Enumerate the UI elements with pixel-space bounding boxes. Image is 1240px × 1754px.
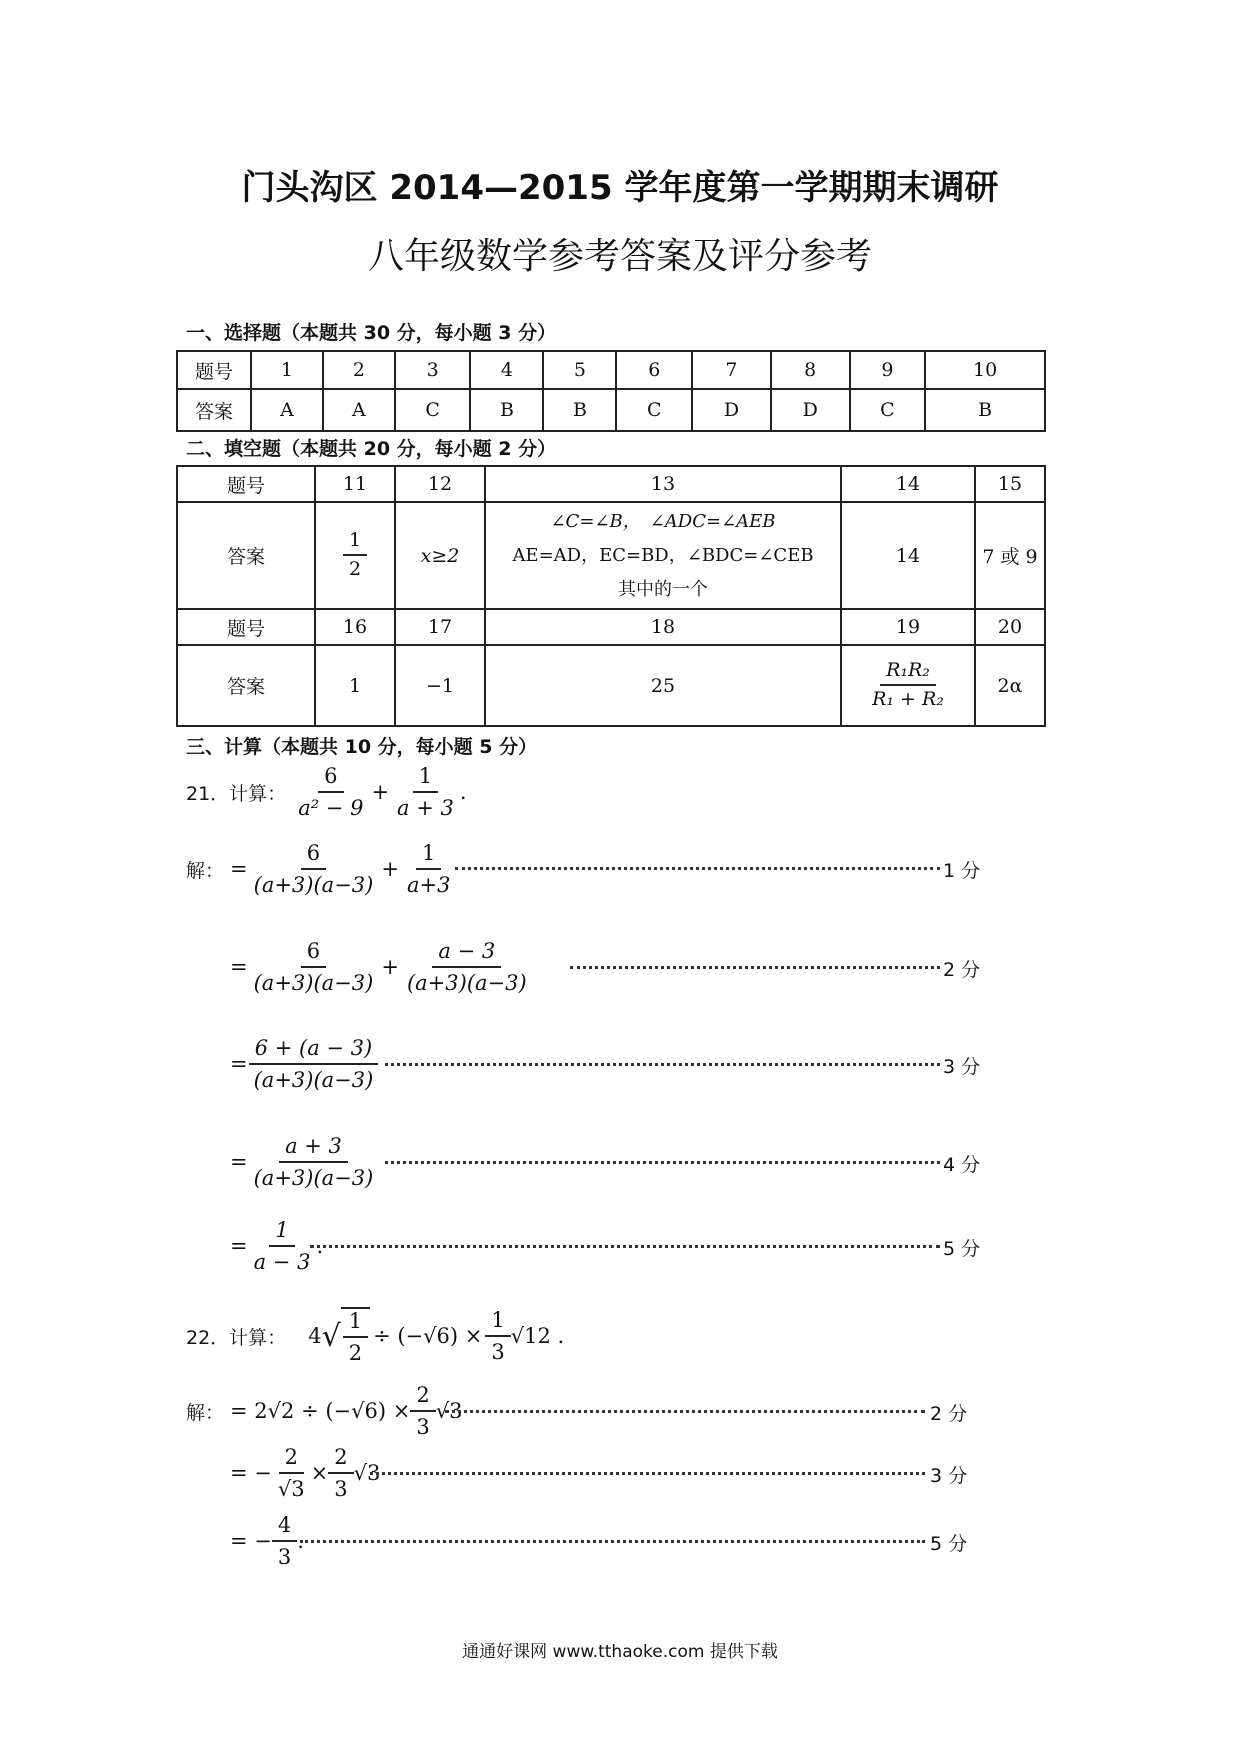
score: 3 分 bbox=[943, 1056, 981, 1078]
table-cell: 13 bbox=[485, 466, 841, 502]
table-cell: 2 bbox=[323, 351, 395, 389]
table-cell: C bbox=[616, 389, 692, 431]
table-cell: 14 bbox=[841, 466, 975, 502]
q21-step2: = $\frac{6}{(a+3)(a-3)}$ + $\frac{a - 3}{(a+3)(a-3)}$ bbox=[230, 932, 533, 1002]
table-cell: 6 bbox=[616, 351, 692, 389]
table-cell: C bbox=[850, 389, 926, 431]
table-cell: 7 或 9 bbox=[975, 502, 1045, 609]
q21-step1: 解： = $\frac{6}{(a+3)(a-3)}$ + $\frac{1}{a+3}$ bbox=[186, 834, 456, 904]
dot-leader bbox=[385, 1161, 940, 1164]
dot-leader bbox=[385, 1063, 940, 1066]
fraction: $\frac{1}{3}$ bbox=[485, 1308, 510, 1363]
row-label: 答案 bbox=[177, 389, 251, 431]
table-cell: 11 bbox=[315, 466, 395, 502]
fraction: $\frac{2}{3}$ bbox=[328, 1445, 353, 1500]
table-cell: 10 bbox=[925, 351, 1045, 389]
table-row bbox=[177, 389, 1045, 431]
table-cell: C bbox=[395, 389, 471, 431]
table-cell bbox=[485, 502, 841, 609]
table-cell: 25 bbox=[485, 645, 841, 726]
fraction: $\frac{\text{R₁R₂}}{\text{R₁ + R₂}}$ bbox=[872, 659, 944, 711]
footer: 通通好课网 www.tthaoke.com 提供下载 bbox=[462, 1642, 778, 1662]
table-cell: 12 bbox=[395, 466, 485, 502]
score: 3 分 bbox=[930, 1465, 968, 1487]
table-cell bbox=[315, 502, 395, 609]
dot-leader bbox=[445, 1410, 925, 1413]
q21-prompt: 21．计算： $\frac{6}{\text{a² − 9}}$ + $\frac{1}{a + 3}$ . bbox=[186, 764, 467, 820]
table-cell: 4 bbox=[470, 351, 543, 389]
table-cell: 3 bbox=[395, 351, 471, 389]
row-label: 答案 bbox=[177, 645, 315, 726]
score: 4 分 bbox=[943, 1154, 981, 1176]
table-cell: D bbox=[771, 389, 850, 431]
fraction: $\frac{1}{2}$ bbox=[343, 1309, 368, 1364]
choice-answer-table bbox=[176, 350, 1046, 432]
document-subtitle: 八年级数学参考答案及评分参考 bbox=[367, 236, 872, 277]
fill-answer-table bbox=[176, 465, 1046, 727]
table-cell: B bbox=[543, 389, 616, 431]
row-label: 题号 bbox=[177, 351, 251, 389]
q22-prompt: 22．计算： 4 √ $\frac{1}{2}$ ÷ (−√6) × $\frac{1}{3}$ √12 . bbox=[186, 1308, 565, 1365]
table-cell: 2α bbox=[975, 645, 1045, 726]
fraction: $\frac{2}{3}$ bbox=[410, 1383, 435, 1438]
fraction: $\frac{2}{√3}$ bbox=[277, 1445, 305, 1501]
table-row bbox=[177, 466, 1045, 502]
section3-heading: 三、计算（本题共 10 分，每小题 5 分） bbox=[186, 736, 538, 758]
fraction: $\frac{1}{a+3}$ bbox=[406, 841, 451, 897]
table-cell: D bbox=[692, 389, 771, 431]
table-cell: A bbox=[251, 389, 323, 431]
table-row bbox=[177, 645, 1045, 726]
table-cell: x≥2 bbox=[395, 502, 485, 609]
fraction: $\frac{6}{(a+3)(a-3)}$ bbox=[253, 841, 374, 897]
q22-step1: 解： = 2√2 ÷ (−√6) × $\frac{2}{3}$ √3 bbox=[186, 1383, 463, 1439]
section2-heading: 二、填空题（本题共 20 分，每小题 2 分） bbox=[186, 438, 557, 460]
table-cell: B bbox=[470, 389, 543, 431]
table-cell: 20 bbox=[975, 609, 1045, 645]
table-row bbox=[177, 609, 1045, 645]
table-cell: 19 bbox=[841, 609, 975, 645]
q22-step2: = − $\frac{2}{√3}$ × $\frac{2}{3}$ √3 bbox=[230, 1445, 381, 1501]
fraction: $\frac{6}{\text{a² − 9}}$ bbox=[298, 764, 364, 820]
table-cell: 15 bbox=[975, 466, 1045, 502]
fraction: $\frac{1}{2}$ bbox=[343, 530, 367, 581]
q13-line2: AE=AD，EC=BD，∠BDC=∠CEB bbox=[512, 544, 814, 566]
table-cell: 7 bbox=[692, 351, 771, 389]
q13-line3: 其中的一个 bbox=[618, 578, 708, 600]
row-label: 题号 bbox=[177, 466, 315, 502]
table-cell: B bbox=[925, 389, 1045, 431]
dot-leader bbox=[310, 1245, 940, 1248]
table-cell: 5 bbox=[543, 351, 616, 389]
q21-step3: = $\frac{6 + (a - 3)}{(a+3)(a-3)}$ bbox=[230, 1029, 379, 1099]
table-cell: 14 bbox=[841, 502, 975, 609]
score: 5 分 bbox=[943, 1238, 981, 1260]
score: 2 分 bbox=[943, 959, 981, 981]
sqrt bbox=[341, 1307, 370, 1364]
table-cell: 17 bbox=[395, 609, 485, 645]
row-label: 答案 bbox=[177, 502, 315, 609]
q13-line1: ∠C=∠B， ∠ADC=∠AEB bbox=[550, 510, 776, 532]
dot-leader bbox=[300, 1540, 925, 1543]
q21-step4: = $\frac{a + 3}{(a+3)(a-3)}$ bbox=[230, 1127, 379, 1197]
q22-step3: = − $\frac{4}{3}$ . bbox=[230, 1513, 304, 1569]
fraction: $\frac{a - 3}{(a+3)(a-3)}$ bbox=[406, 939, 527, 995]
table-cell: 1 bbox=[315, 645, 395, 726]
table-cell: 8 bbox=[771, 351, 850, 389]
q21-step5: = $\frac{1}{a - 3}$ . bbox=[230, 1218, 324, 1274]
table-row bbox=[177, 351, 1045, 389]
row-label: 题号 bbox=[177, 609, 315, 645]
table-cell bbox=[841, 645, 975, 726]
dot-leader bbox=[370, 1472, 925, 1475]
score: 5 分 bbox=[930, 1533, 968, 1555]
fraction: $\frac{a + 3}{(a+3)(a-3)}$ bbox=[253, 1134, 374, 1190]
fraction: $\frac{1}{a - 3}$ bbox=[253, 1218, 311, 1274]
fraction: $\frac{6 + (a - 3)}{(a+3)(a-3)}$ bbox=[248, 1036, 380, 1091]
fraction: $\frac{6}{(a+3)(a-3)}$ bbox=[253, 939, 374, 995]
table-cell: A bbox=[323, 389, 395, 431]
table-row bbox=[177, 502, 1045, 609]
fraction: $\frac{1}{a + 3}$ bbox=[397, 764, 454, 820]
section1-heading: 一、选择题（本题共 30 分，每小题 3 分） bbox=[186, 322, 557, 344]
fraction: $\frac{4}{3}$ bbox=[272, 1513, 297, 1568]
table-cell: −1 bbox=[395, 645, 485, 726]
table-cell: 9 bbox=[850, 351, 926, 389]
score: 1 分 bbox=[943, 860, 981, 882]
dot-leader bbox=[570, 966, 940, 969]
table-cell: 1 bbox=[251, 351, 323, 389]
document-title: 门头沟区 2014—2015 学年度第一学期期末调研 bbox=[241, 168, 999, 208]
score: 2 分 bbox=[930, 1403, 968, 1425]
dot-leader bbox=[455, 867, 940, 870]
table-cell: 18 bbox=[485, 609, 841, 645]
table-cell: 16 bbox=[315, 609, 395, 645]
